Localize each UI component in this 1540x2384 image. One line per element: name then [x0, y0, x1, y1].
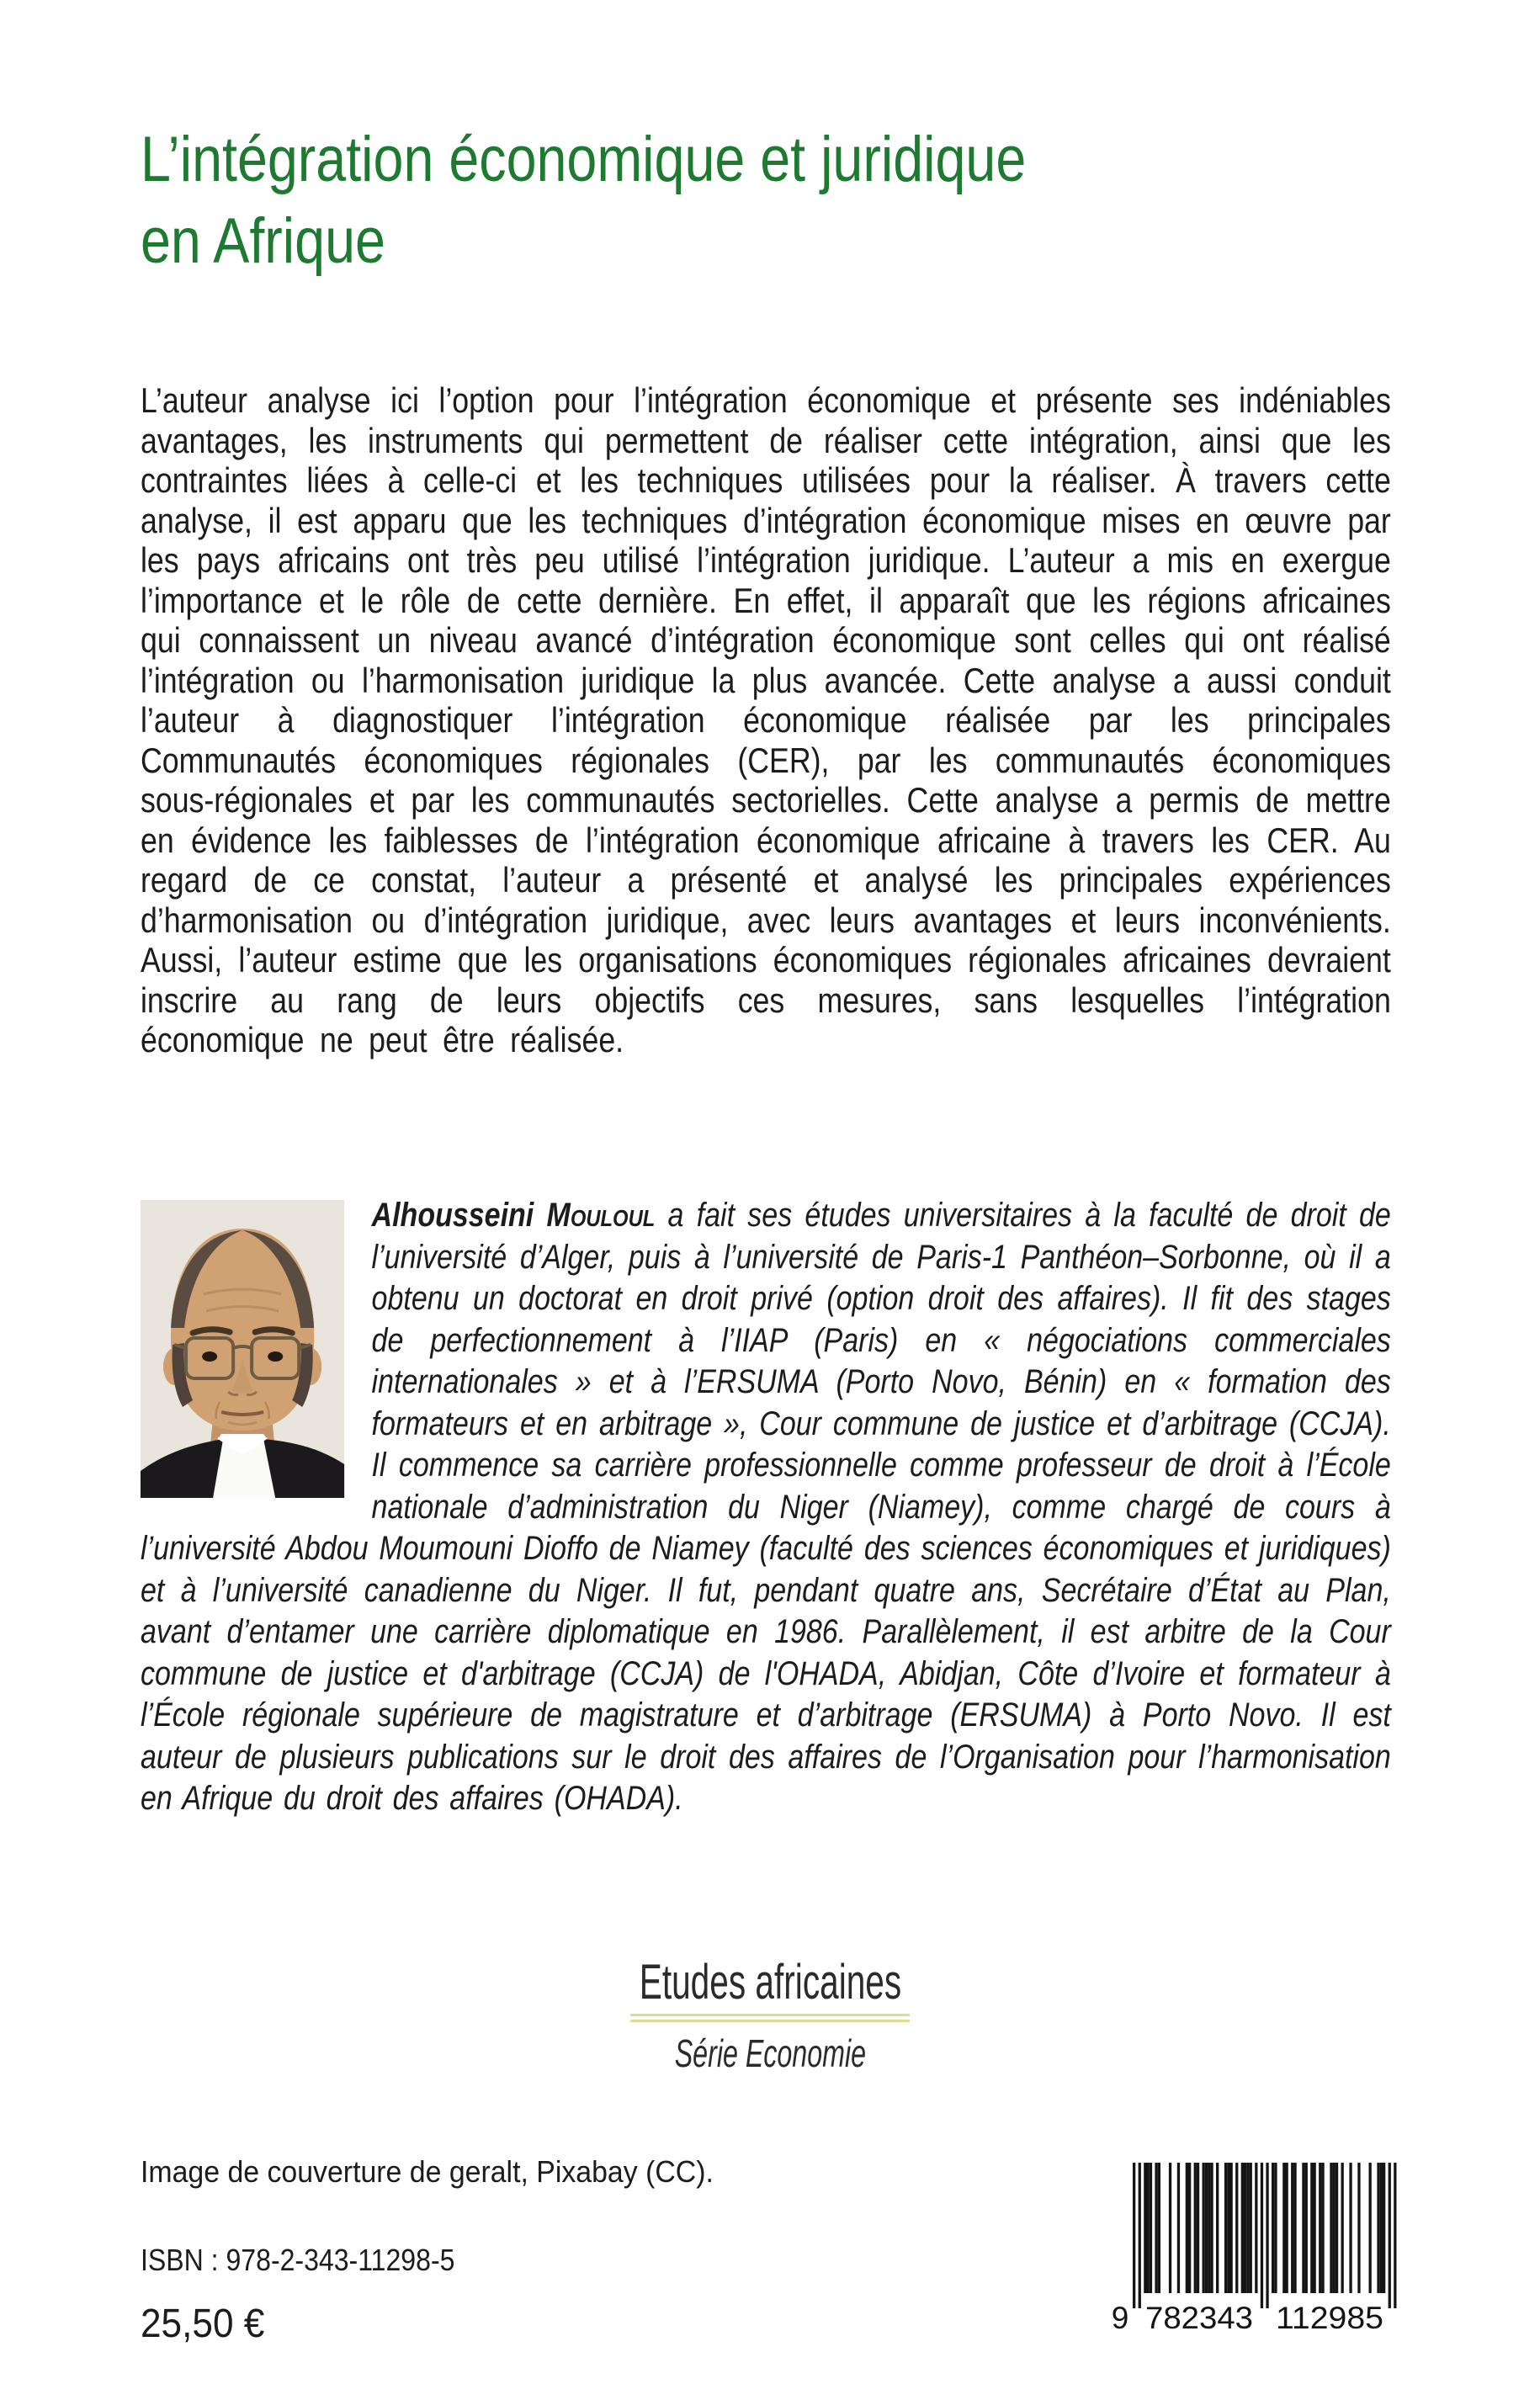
author-bio-body: a fait ses études universitaires à la faculté de droit de l’université d’Alger, puis à l’université de Paris-1 Panthéon–Sorbonne, où il a obtenu un doctorat en droit privé (option droit des affaires). Il fit des stages de perfectionnement à l’IIAP (Paris) en « négociations commerciales internationales » et à l’ERSUMA (Porto Novo, Bénin) en « formation des formateurs et en arbitrage », Cour commune de justice et d’arbitrage (CCJA). Il commence sa carrière professionnelle comme professeur de droit à l’École nationale d’administration du Niger (Niamey), comme chargé de cours à l’université Abdou Moumouni Dioffo de Niamey (faculté des sciences économiques et juridiques) et à l’université canadienne du Niger. Il fut, pendant quatre ans, Secrétaire d’État au Plan, avant d’entamer une carrière diplomatique en 1986. Parallèlement, il est arbitre de la Cour commune de justice et d'arbitrage (CCJA) de l'OHADA, Abidjan, Côte d’Ivoire et formateur à l’École régionale supérieure de magistrature et d’arbitrage (ERSUMA) à Porto Novo. Il est auteur de plusieurs publications sur le droit des affaires de l’Organisation pour l’harmonisation en Afrique du droit des affaires (OHADA). — [141, 1197, 1391, 1817]
book-title — [141, 119, 1026, 282]
author-bio-section — [141, 1195, 1391, 1820]
author-photo-graphic — [141, 1200, 344, 1498]
isbn-line: ISBN : 978-2-343-11298-5 — [141, 2243, 455, 2277]
collection-divider — [630, 2014, 910, 2022]
svg-text:9: 9 — [1111, 2301, 1129, 2333]
price: 25,50 € — [141, 2302, 265, 2346]
ean13-barcode — [1109, 2156, 1399, 2333]
book-title-line2: en Afrique — [141, 204, 385, 277]
author-first-name: Alhousseini — [371, 1197, 534, 1234]
svg-text:112985: 112985 — [1276, 2301, 1383, 2333]
ean13-barcode-svg — [1109, 2156, 1399, 2333]
back-cover-summary: L’auteur analyse ici l’option pour l’intégration économique et présente ses indéniables avantages, les instruments qui permettent de réaliser cette intégration, ainsi que les contraintes liées à celle-ci et les techniques utilisées pour la réaliser. À travers cette analyse, il est apparu que les techniques d’intégration économique mises en œuvre par les pays africains ont très peu utilisé l’intégration juridique. L’auteur a mis en exergue l’importance et le rôle de cette dernière. En effet, il apparaît que les régions africaines qui connaissent un niveau avancé d’intégration économique sont celles qui ont réalisé l’intégration ou l’harmonisation juridique la plus avancée. Cette analyse a aussi conduit l’auteur à diagnostiquer l’intégration économique réalisée par les principales Communautés économiques régionales (CER), par les communautés économiques sous-régionales et par les communautés sectorielles. Cette analyse a permis de mettre en évidence les faiblesses de l’intégration économique africaine à travers les CER. Au regard de ce constat, l’auteur a présenté et analysé les principales expériences d’harmonisation ou d’intégration juridique, avec leurs avantages et leurs inconvénients. Aussi, l’auteur estime que les organisations économiques régionales africaines devraient inscrire au rang de leurs objectifs ces mesures, sans lesquelles l’intégration économique ne peut être réalisée. — [141, 380, 1391, 1059]
collection-block — [0, 1954, 1540, 2076]
collection-name: Etudes africaines — [639, 1955, 901, 2010]
summary-section — [141, 380, 1391, 1060]
book-title-line1: L’intégration économique et juridique — [141, 123, 1027, 195]
author-last-name: Mouloul — [546, 1197, 656, 1234]
svg-text:782343: 782343 — [1145, 2301, 1253, 2333]
collection-series: Série Economie — [674, 2031, 866, 2075]
author-photo — [141, 1200, 344, 1498]
cover-image-credit: Image de couverture de geralt, Pixabay (CC). — [141, 2154, 714, 2189]
